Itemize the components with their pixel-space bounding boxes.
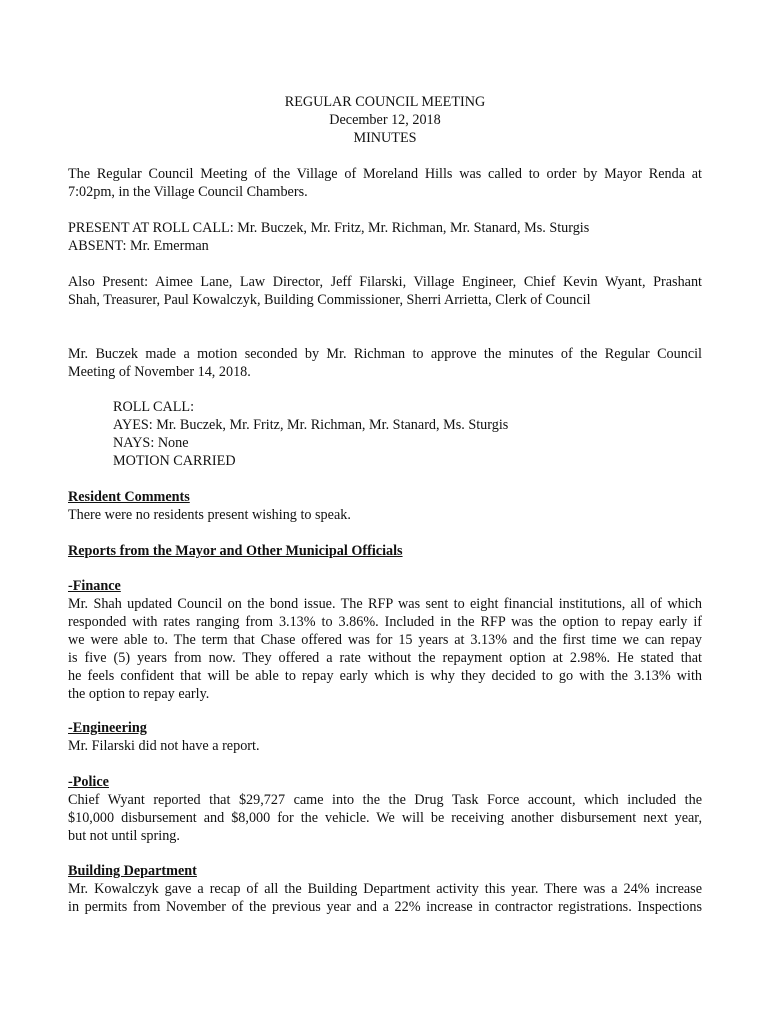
absent-line: ABSENT: Mr. Emerman bbox=[68, 238, 209, 254]
finance-line: the option to repay early. bbox=[68, 686, 210, 702]
document-header bbox=[0, 93, 770, 147]
also-present-line: Also Present: Aimee Lane, Law Director, Jeff Filarski, Village Engineer, Chief Kevin Wyant, Prashant bbox=[68, 274, 702, 290]
police-section bbox=[68, 773, 702, 845]
engineering-section bbox=[68, 719, 702, 755]
also-present-paragraph bbox=[68, 273, 702, 309]
subsection-heading: -Finance bbox=[68, 578, 121, 594]
building-line: Mr. Kowalczyk gave a recap of all the Building Department activity this year. There was a 24% increase bbox=[68, 881, 702, 897]
section-heading: Reports from the Mayor and Other Municipal Officials bbox=[68, 543, 403, 559]
police-line: but not until spring. bbox=[68, 828, 180, 844]
roll-call-ayes: AYES: Mr. Buczek, Mr. Fritz, Mr. Richman, Mr. Stanard, Ms. Sturgis bbox=[113, 417, 509, 433]
intro-line: 7:02pm, in the Village Council Chambers. bbox=[68, 184, 308, 200]
intro-paragraph bbox=[68, 165, 702, 201]
finance-line: Mr. Shah updated Council on the bond issue. The RFP was sent to eight financial institutions, all of which bbox=[68, 596, 702, 612]
attendance-paragraph bbox=[68, 219, 702, 255]
finance-line: responded with rates ranging from 3.13% to 3.86%. Included in the RFP was the option to repay early if bbox=[68, 614, 702, 630]
section-heading: Resident Comments bbox=[68, 489, 190, 505]
also-present-line: Shah, Treasurer, Paul Kowalczyk, Building Commissioner, Sherri Arrietta, Clerk of Council bbox=[68, 292, 591, 308]
document-type: MINUTES bbox=[353, 130, 417, 146]
reports-section bbox=[68, 542, 702, 560]
motion-line: Mr. Buczek made a motion seconded by Mr. Richman to approve the minutes of the Regular Council bbox=[68, 346, 702, 362]
present-line: PRESENT AT ROLL CALL: Mr. Buczek, Mr. Fritz, Mr. Richman, Mr. Stanard, Ms. Sturgis bbox=[68, 220, 590, 236]
roll-call-block bbox=[113, 398, 508, 470]
resident-comments-section bbox=[68, 488, 702, 524]
finance-line: he feels confident that will be able to repay early which is why they decided to go with the 3.13% with bbox=[68, 668, 702, 684]
roll-call-result: MOTION CARRIED bbox=[113, 453, 236, 469]
motion-paragraph bbox=[68, 345, 702, 381]
police-line: $10,000 disbursement and $8,000 for the vehicle. We will be receiving another disbursement next year, bbox=[68, 810, 702, 826]
subsection-heading: Building Department bbox=[68, 863, 197, 879]
meeting-title: REGULAR COUNCIL MEETING bbox=[284, 94, 486, 110]
subsection-heading: -Engineering bbox=[68, 720, 147, 736]
section-text: There were no residents present wishing to speak. bbox=[68, 507, 351, 523]
roll-call-title: ROLL CALL: bbox=[113, 399, 195, 415]
meeting-date: December 12, 2018 bbox=[329, 112, 441, 128]
finance-line: is five (5) years from now. They offered a rate without the repayment option at 2.98%. He stated that bbox=[68, 650, 702, 666]
subsection-heading: -Police bbox=[68, 774, 109, 790]
motion-line: Meeting of November 14, 2018. bbox=[68, 364, 251, 380]
finance-section bbox=[68, 577, 702, 703]
roll-call-nays: NAYS: None bbox=[113, 435, 189, 451]
building-section bbox=[68, 862, 702, 916]
building-line: in permits from November of the previous year and a 22% increase in contractor registrations. Inspections bbox=[68, 899, 702, 915]
finance-line: we were able to. The term that Chase offered was for 15 years at 3.13% and the first time we can repay bbox=[68, 632, 702, 648]
police-line: Chief Wyant reported that $29,727 came into the the Drug Task Force account, which included the bbox=[68, 792, 702, 808]
intro-line: The Regular Council Meeting of the Village of Moreland Hills was called to order by Mayor Renda at bbox=[68, 166, 702, 182]
engineering-text: Mr. Filarski did not have a report. bbox=[68, 738, 260, 754]
